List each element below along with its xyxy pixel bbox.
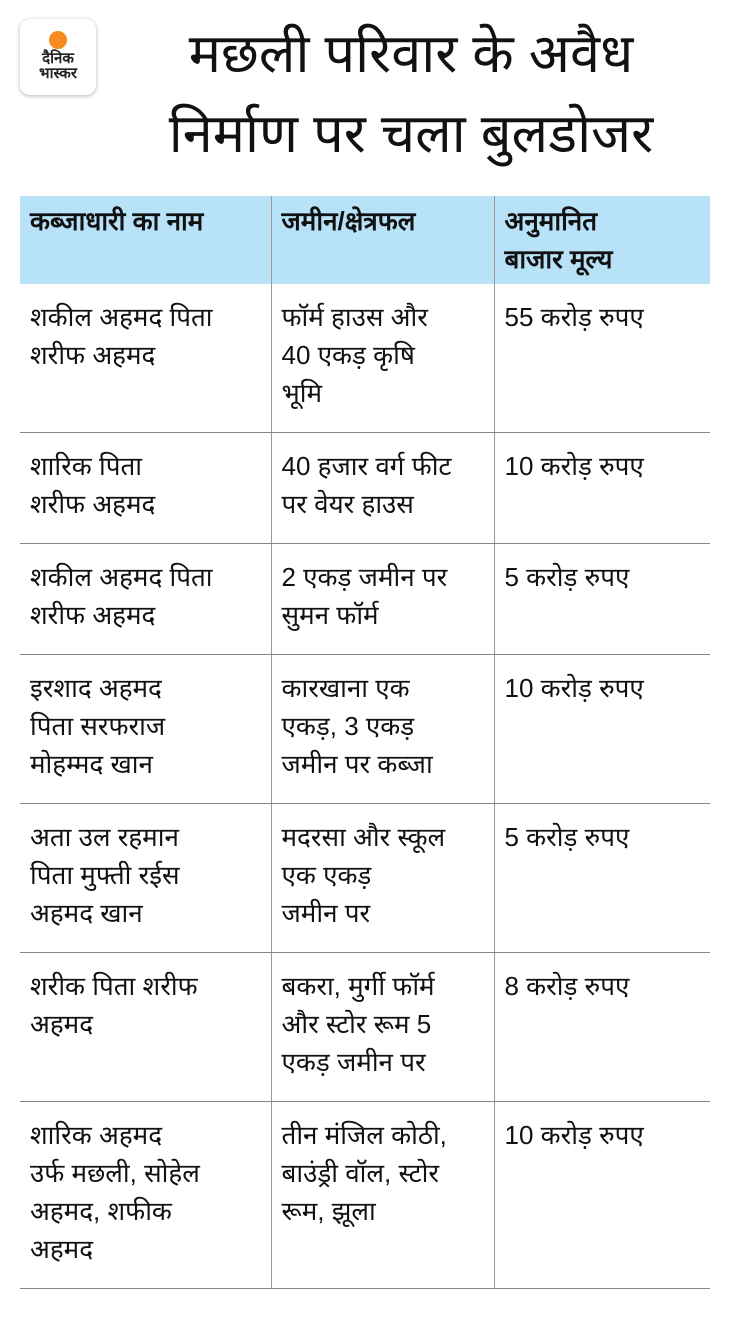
table-row: [20, 1102, 710, 1289]
table-row: [20, 544, 710, 655]
table-row: [20, 804, 710, 953]
occupant-name: शरीक पिता शरीफ अहमद: [20, 953, 271, 1102]
market-value: 55 करोड़ रुपए: [494, 284, 710, 433]
market-value: 5 करोड़ रुपए: [494, 544, 710, 655]
market-value: 8 करोड़ रुपए: [494, 953, 710, 1102]
land-area: 40 हजार वर्ग फीट पर वेयर हाउस: [271, 433, 494, 544]
occupant-name: अता उल रहमान पिता मुफ्ती रईस अहमद खान: [20, 804, 271, 953]
occupant-name: शारिक अहमद उर्फ मछली, सोहेल अहमद, शफीक अहमद: [20, 1102, 271, 1289]
market-value: 10 करोड़ रुपए: [494, 433, 710, 544]
table-row: [20, 655, 710, 804]
header-land-area: जमीन/क्षेत्रफल: [271, 196, 494, 284]
land-area: बकरा, मुर्गी फॉर्म और स्टोर रूम 5 एकड़ जमीन पर: [271, 953, 494, 1102]
table-row: [20, 953, 710, 1102]
page-title: मछली परिवार के अवैध निर्माण पर चला बुलडोजर: [168, 24, 654, 164]
market-value: 5 करोड़ रुपए: [494, 804, 710, 953]
occupant-name: शकील अहमद पिता शरीफ अहमद: [20, 284, 271, 433]
land-area: तीन मंजिल कोठी, बाउंड्री वॉल, स्टोर रूम, झूला: [271, 1102, 494, 1289]
table-row: [20, 433, 710, 544]
table-row: [20, 284, 710, 433]
encroachment-table: [20, 196, 710, 1289]
header-market-value: अनुमानित बाजार मूल्य: [494, 196, 710, 284]
market-value: 10 करोड़ रुपए: [494, 655, 710, 804]
land-area: मदरसा और स्कूल एक एकड़ जमीन पर: [271, 804, 494, 953]
occupant-name: इरशाद अहमद पिता सरफराज मोहम्मद खान: [20, 655, 271, 804]
land-area: 2 एकड़ जमीन पर सुमन फॉर्म: [271, 544, 494, 655]
land-area: फॉर्म हाउस और 40 एकड़ कृषि भूमि: [271, 284, 494, 433]
occupant-name: शकील अहमद पिता शरीफ अहमद: [20, 544, 271, 655]
logo-text: दैनिक भास्कर: [39, 50, 77, 82]
occupant-name: शारिक पिता शरीफ अहमद: [20, 433, 271, 544]
market-value: 10 करोड़ रुपए: [494, 1102, 710, 1289]
land-area: कारखाना एक एकड़, 3 एकड़ जमीन पर कब्जा: [271, 655, 494, 804]
sun-icon: [49, 31, 67, 49]
dainik-bhaskar-logo: [20, 19, 96, 95]
table-header-row: [20, 196, 710, 284]
header-occupant-name: कब्जाधारी का नाम: [20, 196, 271, 284]
